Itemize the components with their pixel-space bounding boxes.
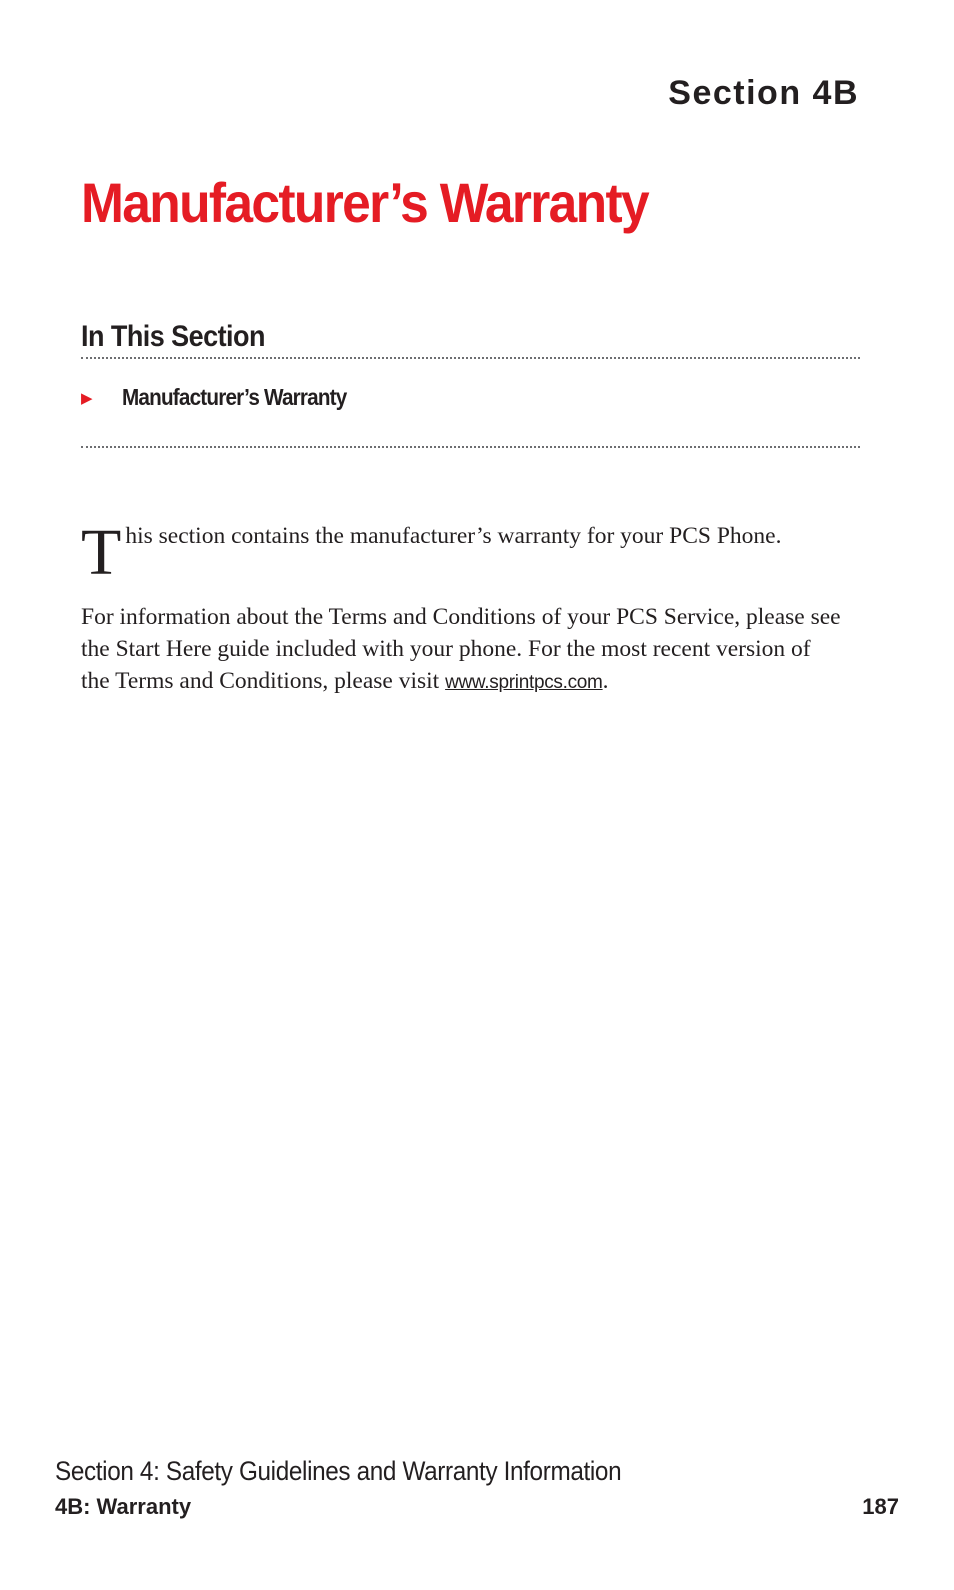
drop-cap: T [81,516,122,589]
page-number: 187 [862,1494,899,1519]
dotted-divider-bottom [81,446,860,448]
intro-paragraph [81,516,841,589]
intro-text: his section contains the manufacturer’s warranty for your PCS Phone. [125,523,782,549]
in-this-section-heading: In This Section [81,320,265,353]
terms-paragraph-text: For information about the Terms and Conditions of your PCS Service, please see the Start Here guide included with your phone. For the most recent version of the Terms and Conditions, please visit [81,604,841,694]
terms-paragraph [81,601,841,699]
terms-paragraph-end: . [602,668,609,694]
triangle-bullet-icon: ▶ [81,388,93,407]
footer-section-title: Section 4: Safety Guidelines and Warranty Information [55,1456,622,1486]
dotted-divider-top [81,357,860,359]
page-title: Manufacturer’s Warranty [81,171,648,234]
sprintpcs-link[interactable]: www.sprintpcs.com [445,672,603,693]
footer-subsection: 4B: Warranty [55,1494,192,1519]
toc-item-manufacturers-warranty[interactable] [81,384,371,411]
section-label: Section 4B [668,74,859,112]
toc-item-label: Manufacturer’s Warranty [122,384,347,410]
